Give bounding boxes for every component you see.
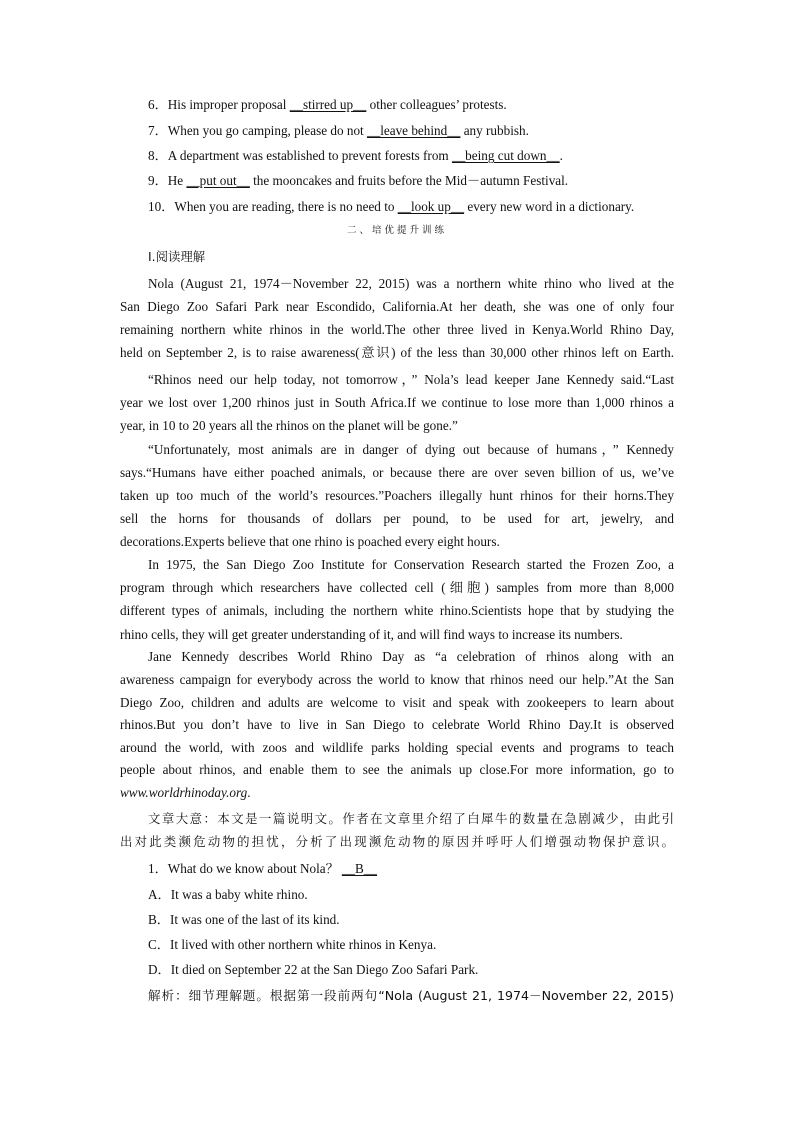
- exercise-9: 9．He __put out__ the mooncakes and fruits before the Mid－autumn Festival.: [148, 173, 569, 188]
- passage-line: held on September 2, is to raise awareness(意识) of the less than 30,000 other rhinos left on Earth.: [120, 345, 674, 360]
- exercise-6: 6．His improper proposal __stirred up__ other colleagues’ protests.: [148, 97, 507, 112]
- passage-line: In 1975, the San Diego Zoo Institute for Conservation Research started the Frozen Zoo, a: [148, 557, 674, 572]
- passage-line: “Unfortunately, most animals are in danger of dying out because of humans，” Kennedy: [148, 442, 674, 457]
- passage-line: says.“Humans have either poached animals, or because there are over seven billion of us, we’ve: [120, 465, 674, 480]
- passage-line: sell the horns for thousands of dollars per pound, to be used for art, jewelry, and: [120, 511, 674, 526]
- exercise-7: 7．When you go camping, please do not __leave behind__ any rubbish.: [148, 123, 529, 138]
- question-1: 1．What do we know about Nola？ __B__: [148, 861, 377, 876]
- exercise-8: 8．A department was established to prevent forests from __being cut down__.: [148, 148, 563, 163]
- passage-line: year, in 10 to 20 years all the rhinos on the planet will be gone.”: [120, 418, 458, 433]
- option-c: C．It lived with other northern white rhinos in Kenya.: [148, 937, 437, 952]
- passage-line: awareness campaign for everybody across the world to know that rhinos need our help.”At the San: [120, 672, 674, 687]
- option-a: A．It was a baby white rhino.: [148, 887, 308, 902]
- passage-line: San Diego Zoo Safari Park near Escondido, California.At her death, she was one of only four: [120, 299, 674, 314]
- section-heading: 二、培优提升训练: [346, 225, 447, 236]
- answer-blank: __put out__: [186, 173, 250, 188]
- url-text: www.worldrhinoday.org: [120, 785, 248, 800]
- passage-line: rhino cells, they will get greater understanding of it, and will find ways to increase its numbers.: [120, 627, 623, 642]
- answer-blank: __look up__: [397, 199, 465, 214]
- section-label: Ⅰ.阅读理解: [148, 249, 206, 264]
- passage-line: Diego Zoo, children and adults are welcome to visit and speak with zookeepers to learn about: [120, 695, 674, 710]
- answer-blank: __leave behind__: [367, 123, 461, 138]
- summary-line: 文章大意：本文是一篇说明文。作者在文章里介绍了白犀牛的数量在急剧减少，由此引: [148, 811, 674, 826]
- analysis-line: 解析：细节理解题。根据第一段前两句“Nola (August 21, 1974－November 22, 2015): [148, 988, 674, 1003]
- answer-blank: __B__: [341, 861, 377, 876]
- passage-line: remaining northern white rhinos in the world.The other three lived in Kenya.World Rhino Day,: [120, 322, 674, 337]
- passage-line: different types of animals, including the northern white rhino.Scientists hope that by studying the: [120, 603, 674, 618]
- passage-line: Nola (August 21, 1974－November 22, 2015) was a northern white rhino who lived at the: [148, 276, 674, 291]
- passage-url-line: www.worldrhinoday.org.: [120, 785, 251, 800]
- passage-line: people about rhinos, and enable them to see the animals up close.For more information, go to: [120, 762, 674, 777]
- option-d: D．It died on September 22 at the San Diego Zoo Safari Park.: [148, 962, 479, 977]
- passage-line: taken up too much of the world’s resources.”Poachers illegally hunt rhinos for their horns.They: [120, 488, 674, 503]
- answer-blank: __stirred up__: [289, 97, 367, 112]
- passage-line: Jane Kennedy describes World Rhino Day as “a celebration of rhinos along with an: [148, 649, 674, 664]
- passage-line: around the world, with zoos and wildlife parks holding special events and programs to teach: [120, 740, 674, 755]
- answer-blank: __being cut down__: [451, 148, 560, 163]
- passage-line: “Rhinos need our help today, not tomorrow，” Nola’s lead keeper Jane Kennedy said.“Last: [148, 372, 674, 387]
- summary-line: 出对此类濒危动物的担忧，分析了出现濒危动物的原因并呼吁人们增强动物保护意识。: [120, 834, 674, 849]
- passage-line: program through which researchers have collected cell (细胞) samples from more than 8,000: [120, 580, 674, 595]
- exercise-10: 10．When you are reading, there is no need to __look up__ every new word in a dictionary.: [148, 199, 635, 214]
- passage-line: decorations.Experts believe that one rhino is poached every eight hours.: [120, 534, 500, 549]
- option-b: B．It was one of the last of its kind.: [148, 912, 340, 927]
- passage-line: rhinos.But you don’t have to live in San Diego to celebrate World Rhino Day.It is observed: [120, 717, 674, 732]
- passage-line: year we lost over 1,200 rhinos just in South Africa.If we continue to lose more than 1,000 rhinos a: [120, 395, 674, 410]
